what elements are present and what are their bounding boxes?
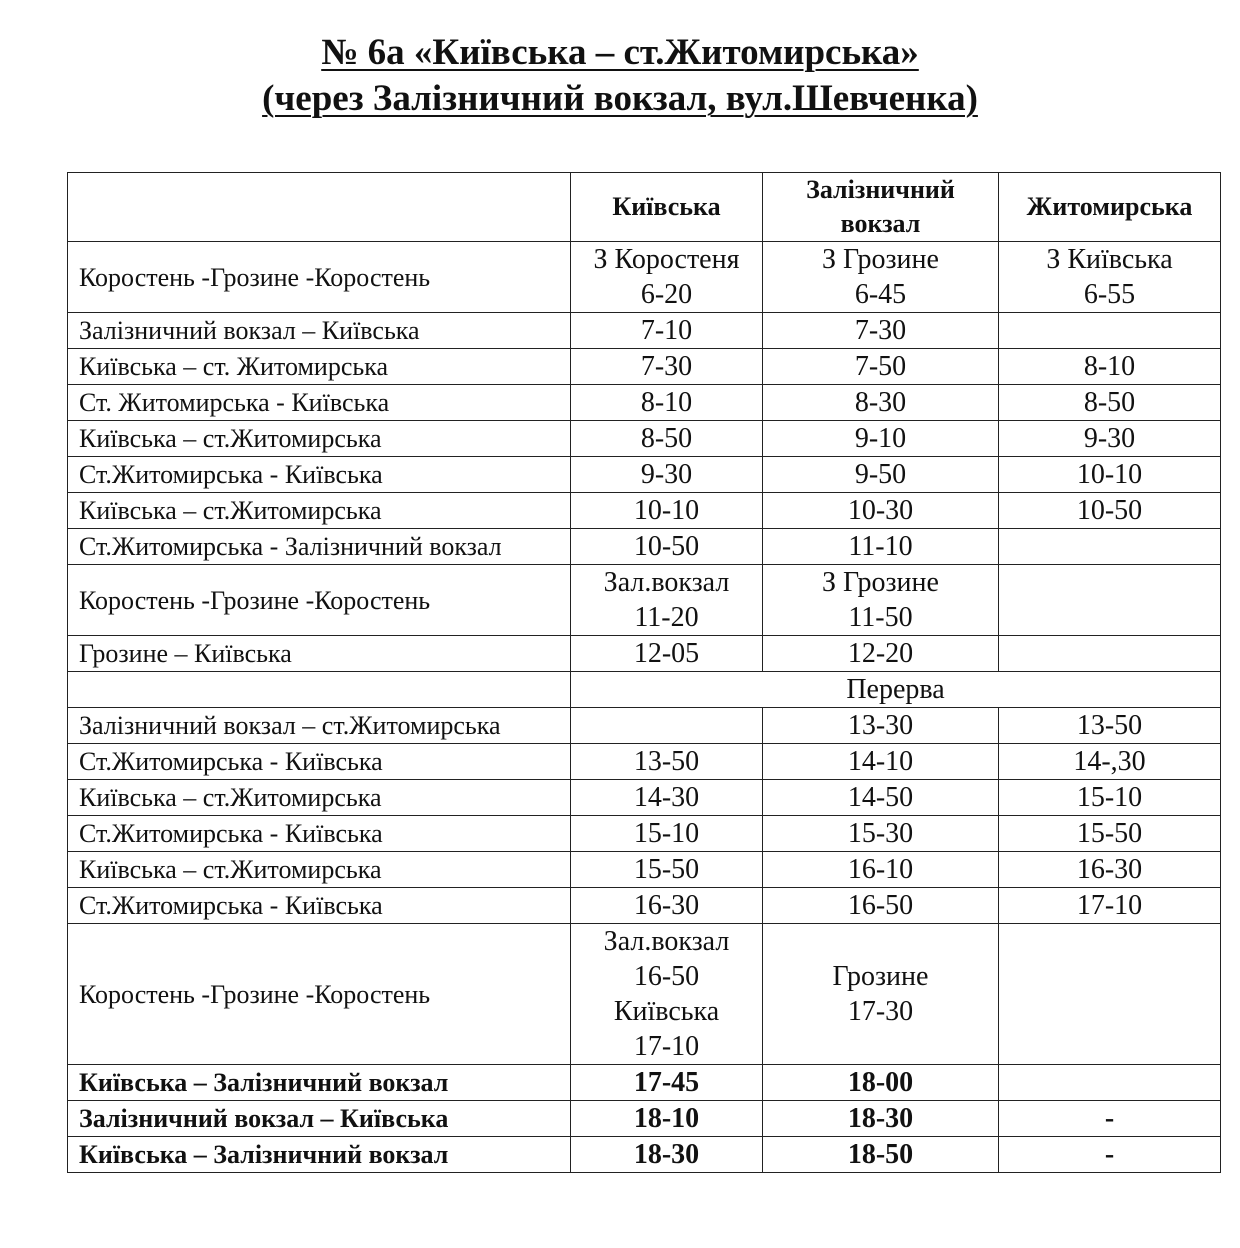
time-line: З Грозине — [822, 244, 939, 275]
time-line: Київська — [613, 996, 720, 1027]
time-line: 10-10 — [633, 495, 700, 526]
time-cell — [999, 313, 1221, 349]
route-cell: Ст.Житомирська - Київська — [68, 744, 571, 780]
time-line: 8-50 — [640, 423, 693, 454]
time-cell — [999, 242, 1221, 313]
time-line: 16-10 — [847, 854, 914, 885]
route-cell: Київська – ст. Житомирська — [68, 349, 571, 385]
time-line: 6-20 — [640, 279, 693, 310]
route-cell: Коростень -Грозине -Коростень — [68, 924, 571, 1065]
time-line: 13-50 — [633, 746, 700, 777]
time-cell — [571, 1101, 763, 1137]
time-cell — [571, 421, 763, 457]
time-line: 18-30 — [847, 1103, 914, 1134]
time-line — [571, 708, 762, 743]
time-line: З Київська — [1046, 244, 1173, 275]
route-cell: Ст. Житомирська - Київська — [68, 385, 571, 421]
time-cell — [999, 708, 1221, 744]
time-cell — [763, 313, 999, 349]
route-cell: Київська – ст.Житомирська — [68, 780, 571, 816]
route-cell: Залізничний вокзал – Київська — [68, 1101, 571, 1137]
header-row — [68, 173, 1221, 242]
route-cell: Залізничний вокзал – Київська — [68, 313, 571, 349]
time-line: 10-50 — [1076, 495, 1143, 526]
time-cell — [763, 529, 999, 565]
time-line: 7-50 — [854, 351, 907, 382]
time-line: 11-20 — [634, 602, 699, 633]
time-line: З Грозине — [822, 567, 939, 598]
time-line: - — [1104, 1103, 1115, 1134]
header-kyivska: Київська — [571, 173, 763, 242]
time-cell — [999, 636, 1221, 672]
time-cell — [763, 565, 999, 636]
time-line: 12-20 — [847, 638, 914, 669]
time-line: 8-10 — [1083, 351, 1136, 382]
time-cell — [763, 457, 999, 493]
time-cell — [999, 493, 1221, 529]
time-cell — [999, 421, 1221, 457]
schedule-table — [67, 172, 1221, 1173]
table-row — [68, 457, 1221, 493]
header-zhytomyrska: Житомирська — [999, 173, 1221, 242]
time-cell — [763, 385, 999, 421]
time-line: 8-30 — [854, 387, 907, 418]
time-line: 14-30 — [633, 782, 700, 813]
time-line: 7-10 — [640, 315, 693, 346]
time-cell — [571, 529, 763, 565]
time-cell — [999, 1137, 1221, 1173]
time-line: 16-30 — [633, 890, 700, 921]
time-cell — [571, 852, 763, 888]
time-cell — [571, 565, 763, 636]
time-cell — [999, 924, 1221, 1065]
table-row — [68, 852, 1221, 888]
time-line: 7-30 — [854, 315, 907, 346]
time-line: 9-10 — [854, 423, 907, 454]
table-row — [68, 744, 1221, 780]
time-line: 15-10 — [633, 818, 700, 849]
time-line: 18-10 — [633, 1103, 700, 1134]
title-line-1: № 6а «Київська – ст.Житомирська» — [321, 32, 919, 73]
route-cell: Коростень -Грозине -Коростень — [68, 565, 571, 636]
time-cell — [763, 636, 999, 672]
table-row — [68, 1065, 1221, 1101]
route-cell: Коростень -Грозине -Коростень — [68, 242, 571, 313]
time-line: - — [1104, 1139, 1115, 1170]
table-row — [68, 493, 1221, 529]
header-zaliznychnyi-vokzal: Залізничний вокзал — [763, 173, 999, 242]
route-cell: Грозине – Київська — [68, 636, 571, 672]
time-line: Грозине — [832, 961, 929, 992]
time-line: 10-10 — [1076, 459, 1143, 490]
time-line: 8-10 — [640, 387, 693, 418]
table-row — [68, 924, 1221, 1065]
time-line: 14-10 — [847, 746, 914, 777]
time-line: 15-50 — [1076, 818, 1143, 849]
time-line: Зал.вокзал — [603, 567, 730, 598]
table-row — [68, 1137, 1221, 1173]
time-line: 12-05 — [633, 638, 700, 669]
break-cell: Перерва — [571, 672, 1221, 708]
table-row — [68, 385, 1221, 421]
time-line — [999, 1065, 1220, 1100]
route-cell: Київська – Залізничний вокзал — [68, 1065, 571, 1101]
time-cell — [571, 1137, 763, 1173]
header-empty-cell — [68, 173, 571, 242]
table-row — [68, 349, 1221, 385]
time-cell — [571, 744, 763, 780]
time-cell — [999, 1065, 1221, 1101]
time-cell — [999, 457, 1221, 493]
time-cell — [571, 457, 763, 493]
time-line: 15-10 — [1076, 782, 1143, 813]
table-row — [68, 1101, 1221, 1137]
time-line: 7-30 — [640, 351, 693, 382]
time-line: 9-30 — [1083, 423, 1136, 454]
time-line: 18-00 — [847, 1067, 914, 1098]
time-line: 13-50 — [1076, 710, 1143, 741]
schedule-body — [68, 173, 1221, 1173]
time-line: 18-50 — [847, 1139, 914, 1170]
time-cell — [999, 888, 1221, 924]
time-line — [999, 583, 1220, 618]
time-cell — [763, 780, 999, 816]
time-line: 9-30 — [640, 459, 693, 490]
time-line: 16-50 — [633, 961, 700, 992]
route-cell: Київська – Залізничний вокзал — [68, 1137, 571, 1173]
route-cell: Київська – ст.Житомирська — [68, 852, 571, 888]
time-line: 15-30 — [847, 818, 914, 849]
route-cell: Ст.Житомирська - Київська — [68, 457, 571, 493]
time-line: 16-50 — [847, 890, 914, 921]
time-cell — [763, 1137, 999, 1173]
route-cell: Київська – ст.Житомирська — [68, 493, 571, 529]
table-row — [68, 636, 1221, 672]
time-line: 14-50 — [847, 782, 914, 813]
time-cell — [999, 852, 1221, 888]
time-cell — [763, 242, 999, 313]
table-row — [68, 313, 1221, 349]
time-cell — [571, 313, 763, 349]
time-cell — [763, 493, 999, 529]
time-line: 6-55 — [1083, 279, 1136, 310]
time-cell — [571, 1065, 763, 1101]
time-cell — [763, 744, 999, 780]
time-line — [999, 313, 1220, 348]
time-line: 9-50 — [854, 459, 907, 490]
time-cell — [571, 385, 763, 421]
title-line-2: (через Залізничний вокзал, вул.Шевченка) — [262, 78, 978, 119]
table-row — [68, 565, 1221, 636]
time-cell — [763, 349, 999, 385]
time-cell — [763, 852, 999, 888]
time-cell — [999, 816, 1221, 852]
time-cell — [571, 924, 763, 1065]
time-line: 15-50 — [633, 854, 700, 885]
time-cell — [999, 780, 1221, 816]
time-cell — [571, 708, 763, 744]
time-cell — [999, 529, 1221, 565]
time-line: 17-10 — [633, 1031, 700, 1062]
route-cell: Ст.Житомирська - Київська — [68, 888, 571, 924]
time-cell — [763, 1065, 999, 1101]
time-cell — [571, 636, 763, 672]
table-row — [68, 242, 1221, 313]
time-cell — [999, 349, 1221, 385]
time-cell — [571, 888, 763, 924]
time-cell — [571, 780, 763, 816]
time-cell — [763, 816, 999, 852]
time-line: 11-50 — [848, 602, 913, 633]
time-cell — [763, 888, 999, 924]
table-row — [68, 672, 1221, 708]
route-cell: Ст.Житомирська - Залізничний вокзал — [68, 529, 571, 565]
time-line: 18-30 — [633, 1139, 700, 1170]
time-cell — [763, 924, 999, 1065]
time-line: 17-30 — [847, 996, 914, 1027]
time-cell — [571, 816, 763, 852]
time-line: 8-50 — [1083, 387, 1136, 418]
time-line: 14-,30 — [1073, 746, 1146, 777]
page-title — [0, 30, 1240, 122]
time-line: Зал.вокзал — [603, 926, 730, 957]
table-row — [68, 816, 1221, 852]
time-cell — [763, 1101, 999, 1137]
time-cell — [763, 421, 999, 457]
time-line — [999, 636, 1220, 671]
time-cell — [999, 385, 1221, 421]
time-line: 10-50 — [633, 531, 700, 562]
time-line: З Коростеня — [593, 244, 740, 275]
time-line: 16-30 — [1076, 854, 1143, 885]
table-row — [68, 529, 1221, 565]
table-row — [68, 708, 1221, 744]
table-row — [68, 421, 1221, 457]
time-cell — [999, 1101, 1221, 1137]
time-line: 17-45 — [633, 1067, 700, 1098]
time-line — [999, 529, 1220, 564]
time-line: 13-30 — [847, 710, 914, 741]
time-cell — [571, 242, 763, 313]
time-line: 6-45 — [854, 279, 907, 310]
time-cell — [763, 708, 999, 744]
time-cell — [571, 349, 763, 385]
time-line: 17-10 — [1076, 890, 1143, 921]
time-cell — [571, 493, 763, 529]
break-empty-cell — [68, 672, 571, 708]
time-line — [999, 977, 1220, 1012]
time-cell — [999, 744, 1221, 780]
time-cell — [999, 565, 1221, 636]
route-cell: Ст.Житомирська - Київська — [68, 816, 571, 852]
route-cell: Залізничний вокзал – ст.Житомирська — [68, 708, 571, 744]
route-cell: Київська – ст.Житомирська — [68, 421, 571, 457]
table-row — [68, 888, 1221, 924]
time-line: 10-30 — [847, 495, 914, 526]
time-line: 11-10 — [848, 531, 913, 562]
table-row — [68, 780, 1221, 816]
